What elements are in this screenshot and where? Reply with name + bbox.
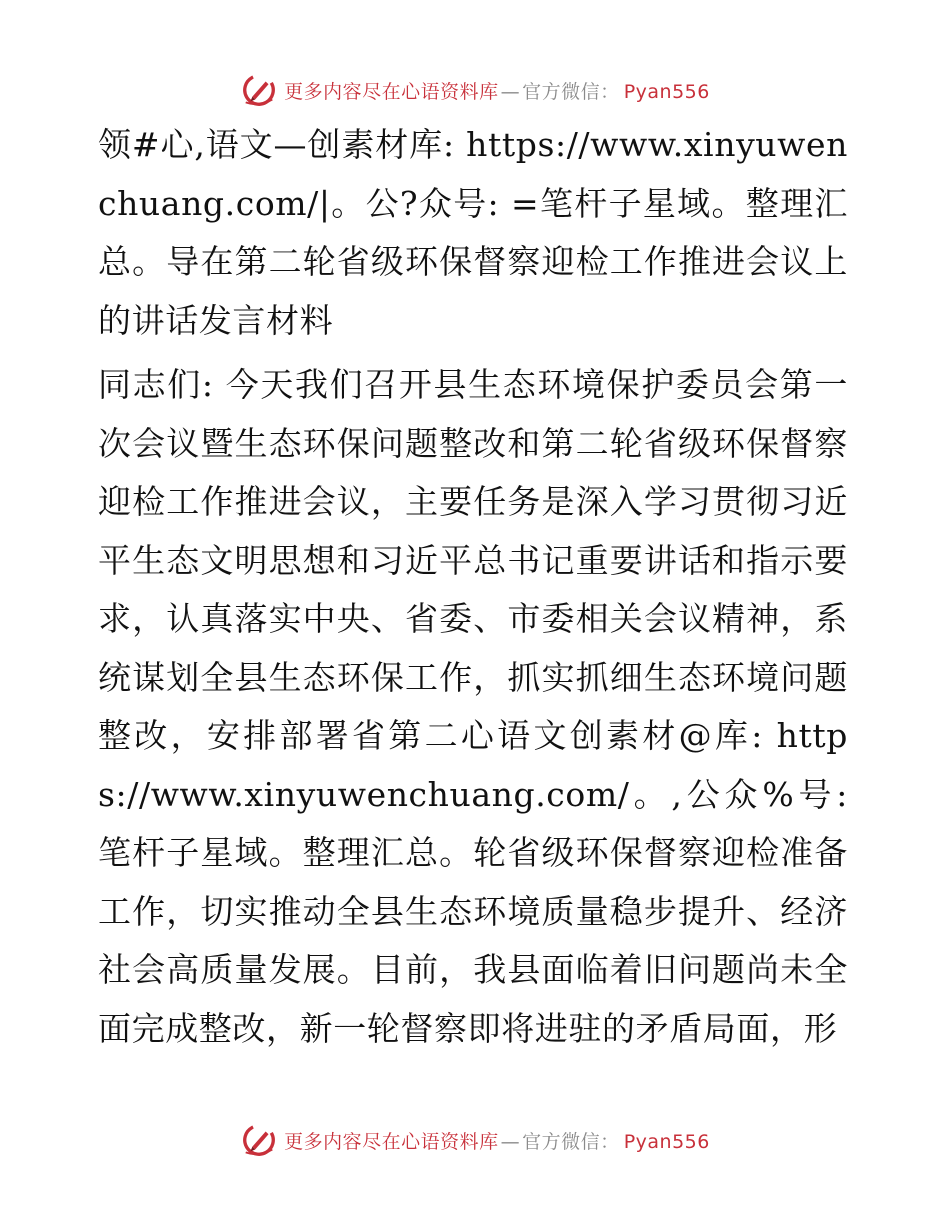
banner-wechat-id: Pyan556 <box>623 1130 710 1153</box>
banner-dash: — <box>500 80 521 103</box>
banner-wechat-label: 官方微信： <box>522 80 620 103</box>
document-paragraph-title: 领#心,语文—创素材库: https://www.xinyuwenchuang.com/|。公?众号: =笔杆子星域。整理汇总。导在第二轮省级环保督察迎检工作推进会议上的讲话发言材料 <box>98 125 848 340</box>
banner-wechat-id: Pyan556 <box>623 80 710 103</box>
document-body <box>98 116 848 1072</box>
pen-logo-icon <box>240 1121 278 1159</box>
pen-logo-icon <box>240 71 278 109</box>
header-watermark-banner <box>0 68 950 112</box>
footer-watermark-banner <box>0 1118 950 1162</box>
banner-site-text: 更多内容尽在心语资料库 <box>284 80 499 103</box>
banner-site-text: 更多内容尽在心语资料库 <box>284 1130 499 1153</box>
banner-wechat-label: 官方微信： <box>522 1130 620 1153</box>
banner-dash: — <box>500 1130 521 1153</box>
document-paragraph-body: 同志们: 今天我们召开县生态环境保护委员会第一次会议暨生态环保问题整改和第二轮省级环保督察迎检工作推进会议，主要任务是深入学习贯彻习近平生态文明思想和习近平总书记重要讲话和指示要求，认真落实中央、省委、市委相关会议精神，系统谋划全县生态环保工作，抓实抓细生态环境问题整改，安排部署省第二心语文创素材@库: https://www.xinyuwenchuang.com/。,公众%号: 笔杆子星域。整理汇总。轮省级环保督察迎检准备工作，切实推动全县生态环境质量稳步提升、经济社会高质量发展。目前，我县面临着旧问题尚未全面完成整改，新一轮督察即将进驻的矛盾局面，形 <box>98 365 848 1048</box>
